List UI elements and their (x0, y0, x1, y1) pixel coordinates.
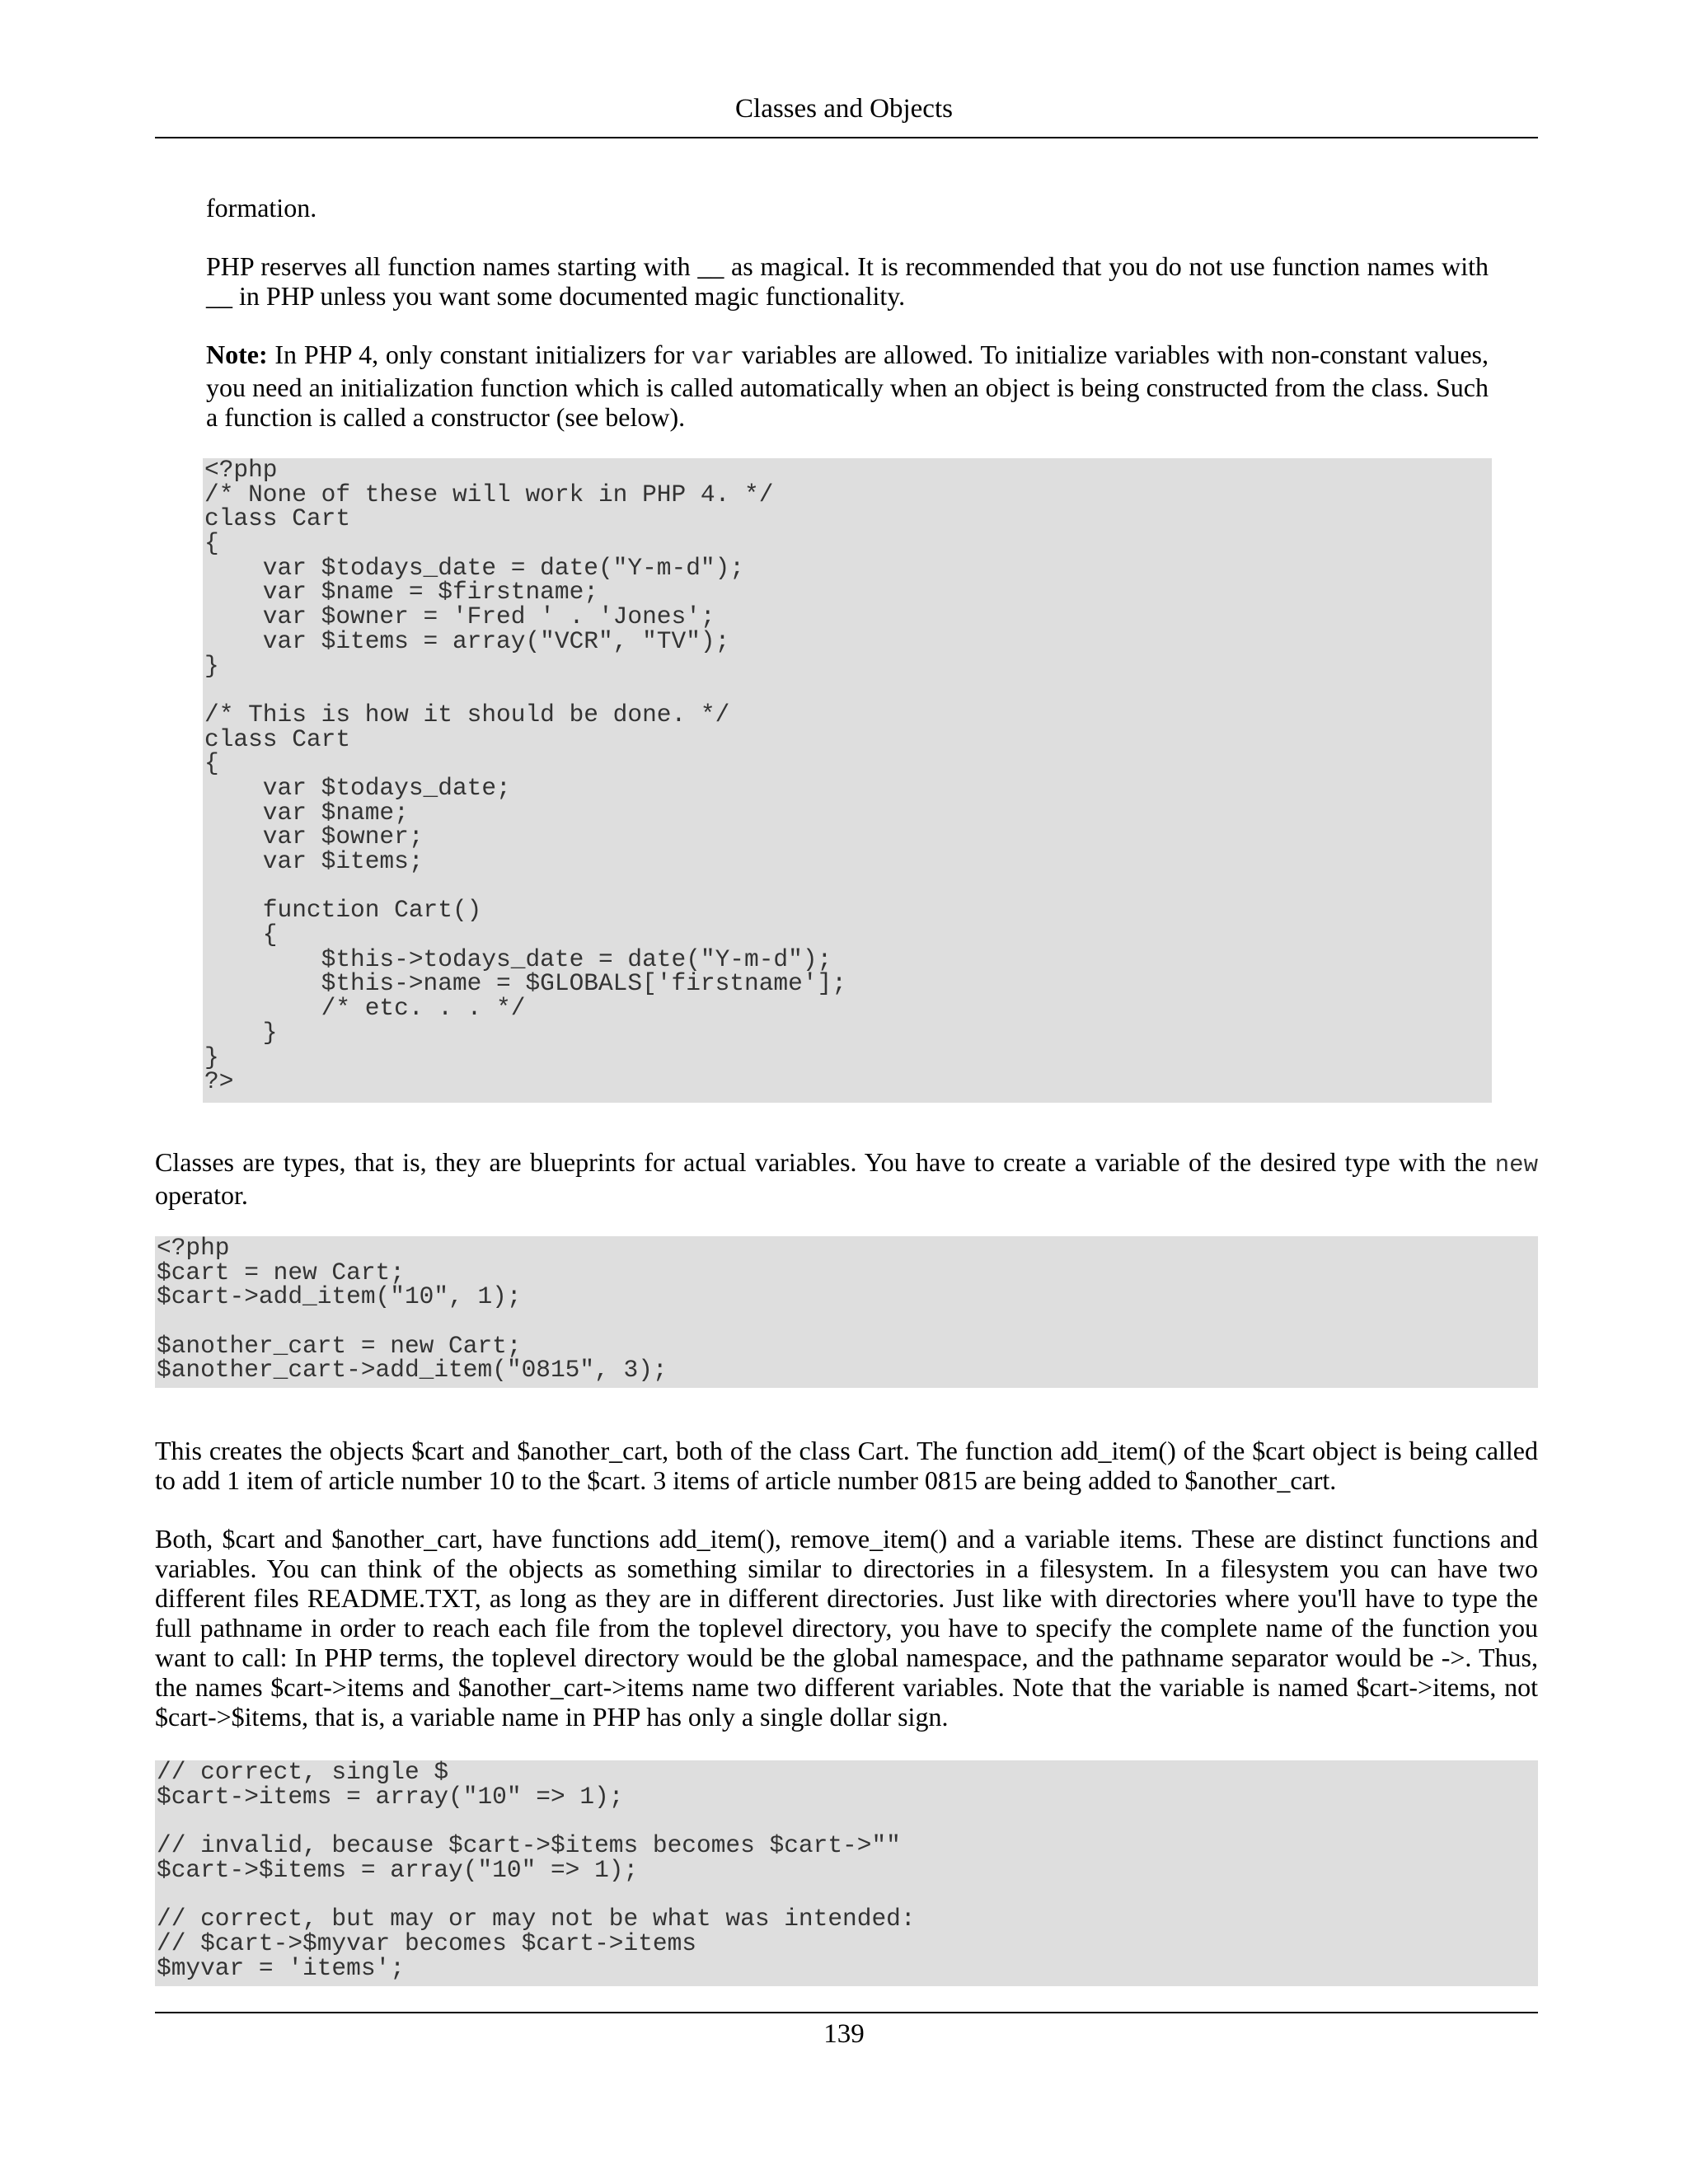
code-line: var $owner = 'Fred ' . 'Jones'; (204, 602, 715, 631)
code-line: var $items = array("VCR", "TV"); (204, 626, 730, 655)
p4-text-after: operator. (155, 1180, 248, 1210)
code-line (203, 874, 1492, 899)
code-line: $cart->items = array("10" => 1); (157, 1782, 624, 1811)
paragraph-magic-functions: PHP reserves all function names starting with __ as magical. It is recommended that you do not use function names with __ in PHP unless you want some documented magic functionality. (206, 251, 1489, 311)
header-rule (155, 137, 1538, 138)
code-line: { (204, 529, 219, 558)
code-line: // correct, but may or may not be what was intended: (157, 1905, 916, 1933)
paragraph-classes-are-types (155, 1147, 1538, 1210)
footer-rule (155, 2012, 1538, 2013)
p4-text-before: Classes are types, that is, they are blueprints for actual variables. You have to create a variable of the desired type with the (155, 1147, 1495, 1177)
page-header-title: Classes and Objects (735, 94, 953, 124)
p4-inline-code: new (1494, 1151, 1538, 1179)
code-line (155, 1809, 1538, 1834)
code-line (155, 1310, 1538, 1334)
note-inline-code: var (691, 344, 735, 371)
code-line: var $name = $firstname; (204, 578, 598, 607)
code-line: function Cart() (204, 896, 482, 925)
code-line: $cart = new Cart; (157, 1258, 405, 1286)
code-line: /* etc. . . */ (204, 994, 526, 1023)
note-text-after: variables are allowed. To initialize variables with non-constant values, you need an initialization function which is called automatically when an object is being constructed from the class. Such a function is called a constructor (see below). (206, 340, 1489, 432)
code-line (155, 1882, 1538, 1907)
paragraph-distinct-functions: Both, $cart and $another_cart, have functions add_item(), remove_item() and a variable items. These are distinct functions and variables. You can think of the objects as something similar to directories in a filesystem. In a filesystem you can have two different files README.TXT, as long as they are in different directories. Just like with directories where you'll have to type the full pathname in order to reach each file from the toplevel directory, you have to specify the complete name of the function you want to call: In PHP terms, the toplevel directory would be the global namespace, and the pathname separator would be ->. Thus, the names $cart->items and $another_cart->items name two different variables. Note that the variable is named $cart->items, not $cart->$items, that is, a variable name in PHP has only a single dollar sign. (155, 1524, 1538, 1732)
code-line: var $name; (204, 798, 409, 827)
note-paragraph (206, 340, 1489, 432)
code-block-new-cart (155, 1236, 1538, 1388)
code-line: var $items; (204, 847, 424, 875)
code-line: <?php (204, 458, 278, 484)
page-number: 139 (823, 2019, 865, 2049)
code-line: $myvar = 'items'; (157, 1953, 405, 1982)
code-line: $this->name = $GLOBALS['firstname']; (204, 969, 846, 998)
code-line: var $todays_date = date("Y-m-d"); (204, 553, 745, 582)
code-line: { (204, 921, 278, 949)
code-line: $another_cart->add_item("0815", 3); (157, 1356, 668, 1385)
code-line: } (204, 1043, 219, 1071)
code-line: { (204, 749, 219, 778)
paragraph-formation: formation. (206, 193, 317, 223)
code-block-cart-class (203, 458, 1492, 1103)
code-line: // $cart->$myvar becomes $cart->items (157, 1929, 697, 1957)
code-line: $cart->add_item("10", 1); (157, 1282, 522, 1311)
code-line: class Cart (204, 504, 351, 533)
code-line: $this->todays_date = date("Y-m-d"); (204, 944, 832, 973)
note-text-before: In PHP 4, only constant initializers for (267, 340, 692, 369)
paragraph-creates-objects: This creates the objects $cart and $another_cart, both of the class Cart. The function add_item() of the $cart object is being called to add 1 item of article number 10 to the $cart. 3 items of article number 0815 are being added to $another_cart. (155, 1436, 1538, 1495)
code-line: } (204, 651, 219, 680)
code-line: /* None of these will work in PHP 4. */ (204, 480, 774, 509)
code-line: var $todays_date; (204, 773, 511, 802)
code-line: ?> (204, 1067, 234, 1096)
note-label: Note: (206, 340, 268, 369)
code-line: /* This is how it should be done. */ (204, 700, 730, 729)
code-line (203, 678, 1492, 703)
code-line: $another_cart = new Cart; (157, 1331, 522, 1360)
code-line: } (204, 1018, 278, 1047)
code-line: <?php (157, 1236, 230, 1262)
code-line: class Cart (204, 724, 351, 753)
code-line: var $owner; (204, 823, 424, 851)
code-line: $cart->$items = array("10" => 1); (157, 1855, 639, 1884)
code-block-variable-names (155, 1760, 1538, 1986)
code-line: // correct, single $ (157, 1760, 449, 1786)
code-line: // invalid, because $cart->$items becomes $cart->"" (157, 1831, 901, 1860)
